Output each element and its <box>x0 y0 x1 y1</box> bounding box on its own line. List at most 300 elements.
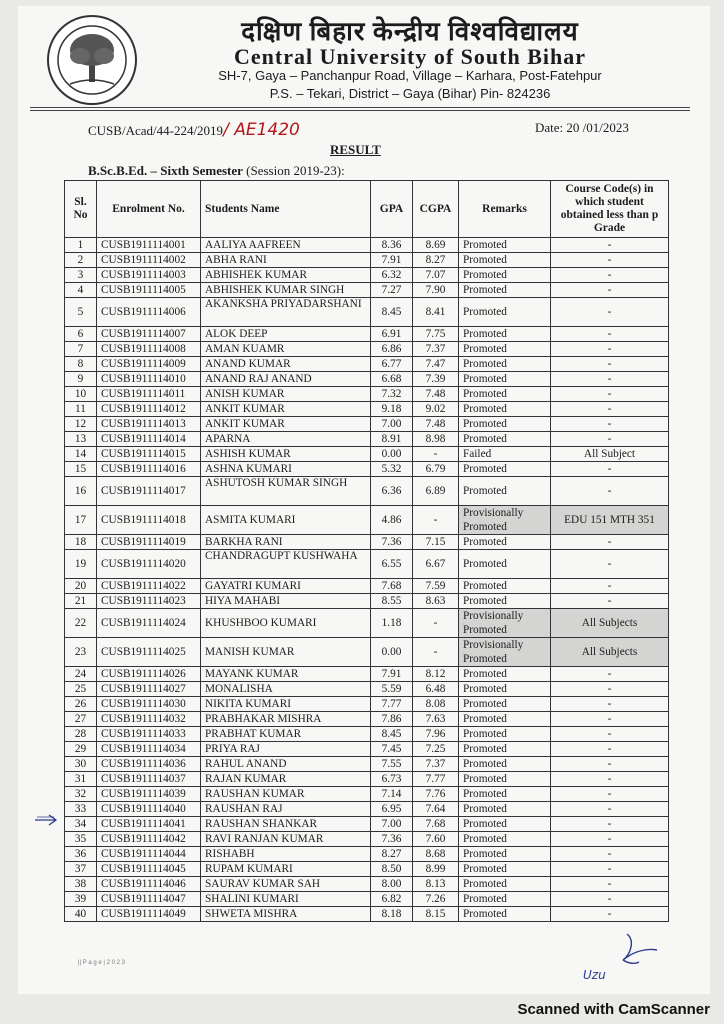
cell-gpa: 6.36 <box>371 477 413 506</box>
table-row <box>65 402 669 417</box>
cell-remarks: Promoted <box>459 579 551 594</box>
cell-remarks: Promoted <box>459 892 551 907</box>
table-row <box>65 447 669 462</box>
table-row <box>65 477 669 506</box>
cell-enrolment: CUSB1911114041 <box>97 817 201 832</box>
page-title: RESULT <box>330 142 381 157</box>
cell-slno: 31 <box>65 772 97 787</box>
cell-remarks: Promoted <box>459 535 551 550</box>
cell-gpa: 8.27 <box>371 847 413 862</box>
table-row <box>65 594 669 609</box>
cell-slno: 14 <box>65 447 97 462</box>
cell-cgpa: - <box>413 506 459 535</box>
cell-slno: 37 <box>65 862 97 877</box>
cell-slno: 4 <box>65 283 97 298</box>
cell-name: ANISH KUMAR <box>201 387 371 402</box>
cell-remarks: Promoted <box>459 727 551 742</box>
table-row <box>65 462 669 477</box>
cell-remarks: Promoted <box>459 594 551 609</box>
cell-cgpa: 7.37 <box>413 757 459 772</box>
cell-course-codes: - <box>551 402 669 417</box>
table-row <box>65 268 669 283</box>
cell-name: RAVI RANJAN KUMAR <box>201 832 371 847</box>
cell-enrolment: CUSB1911114006 <box>97 298 201 327</box>
table-row <box>65 372 669 387</box>
cell-cgpa: 7.64 <box>413 802 459 817</box>
cell-enrolment: CUSB1911114019 <box>97 535 201 550</box>
cell-course-codes: - <box>551 535 669 550</box>
cell-cgpa: 6.89 <box>413 477 459 506</box>
cell-gpa: 6.82 <box>371 892 413 907</box>
cell-cgpa: 8.99 <box>413 862 459 877</box>
cell-slno: 29 <box>65 742 97 757</box>
cell-enrolment: CUSB1911114032 <box>97 712 201 727</box>
cell-course-codes: - <box>551 877 669 892</box>
cell-remarks: Provisionally Promoted <box>459 609 551 638</box>
cell-gpa: 7.77 <box>371 697 413 712</box>
cell-name: AKANKSHA PRIYADARSHANI <box>201 298 371 327</box>
cell-slno: 24 <box>65 667 97 682</box>
cell-course-codes: - <box>551 417 669 432</box>
cell-gpa: 4.86 <box>371 506 413 535</box>
cell-name: PRIYA RAJ <box>201 742 371 757</box>
cell-cgpa: - <box>413 447 459 462</box>
cell-gpa: 1.18 <box>371 609 413 638</box>
cell-slno: 16 <box>65 477 97 506</box>
cell-cgpa: 7.63 <box>413 712 459 727</box>
table-row <box>65 817 669 832</box>
reference-number <box>88 120 300 140</box>
cell-cgpa: 8.15 <box>413 907 459 922</box>
cell-slno: 8 <box>65 357 97 372</box>
cell-cgpa: 8.68 <box>413 847 459 862</box>
cell-name: ANAND KUMAR <box>201 357 371 372</box>
cell-gpa: 6.32 <box>371 268 413 283</box>
table-row <box>65 892 669 907</box>
cell-remarks: Promoted <box>459 682 551 697</box>
cell-slno: 21 <box>65 594 97 609</box>
cell-cgpa: 7.68 <box>413 817 459 832</box>
cell-gpa: 6.91 <box>371 327 413 342</box>
table-row <box>65 907 669 922</box>
cell-slno: 39 <box>65 892 97 907</box>
cell-enrolment: CUSB1911114044 <box>97 847 201 862</box>
table-row <box>65 802 669 817</box>
cell-cgpa: 9.02 <box>413 402 459 417</box>
cell-course-codes: - <box>551 342 669 357</box>
cell-cgpa: 7.76 <box>413 787 459 802</box>
cell-name: ABHA RANI <box>201 253 371 268</box>
cell-slno: 17 <box>65 506 97 535</box>
cell-remarks: Promoted <box>459 817 551 832</box>
cell-gpa: 7.36 <box>371 832 413 847</box>
col-header-remarks: Remarks <box>459 181 551 238</box>
table-row <box>65 417 669 432</box>
table-row <box>65 638 669 667</box>
cell-course-codes: - <box>551 268 669 283</box>
table-row <box>65 238 669 253</box>
cell-gpa: 7.91 <box>371 667 413 682</box>
cell-cgpa: - <box>413 609 459 638</box>
cell-name: NIKITA KUMARI <box>201 697 371 712</box>
cell-slno: 15 <box>65 462 97 477</box>
cell-course-codes: EDU 151 MTH 351 <box>551 506 669 535</box>
cell-course-codes: - <box>551 667 669 682</box>
cell-course-codes: All Subjects <box>551 638 669 667</box>
cell-name: MONALISHA <box>201 682 371 697</box>
cell-course-codes: - <box>551 787 669 802</box>
table-row <box>65 772 669 787</box>
date-label: Date: <box>535 120 564 135</box>
cell-course-codes: - <box>551 892 669 907</box>
cell-remarks: Promoted <box>459 772 551 787</box>
col-header-cgpa: CGPA <box>413 181 459 238</box>
cell-slno: 28 <box>65 727 97 742</box>
cell-name: RAHUL ANAND <box>201 757 371 772</box>
table-row <box>65 342 669 357</box>
cell-name: HIYA MAHABI <box>201 594 371 609</box>
cell-cgpa: 7.39 <box>413 372 459 387</box>
cell-enrolment: CUSB1911114005 <box>97 283 201 298</box>
table-row <box>65 847 669 862</box>
hand-drawn-arrow-icon <box>34 813 60 827</box>
cell-remarks: Provisionally Promoted <box>459 638 551 667</box>
cell-slno: 13 <box>65 432 97 447</box>
cell-gpa: 6.73 <box>371 772 413 787</box>
cell-cgpa: 8.08 <box>413 697 459 712</box>
cell-gpa: 7.86 <box>371 712 413 727</box>
cell-name: ANKIT KUMAR <box>201 402 371 417</box>
col-header-slno: Sl. No <box>65 181 97 238</box>
program-name: B.Sc.B.Ed. – Sixth Semester <box>88 163 243 178</box>
cell-gpa: 0.00 <box>371 447 413 462</box>
cell-remarks: Promoted <box>459 342 551 357</box>
cell-slno: 3 <box>65 268 97 283</box>
cell-name: ALOK DEEP <box>201 327 371 342</box>
cell-enrolment: CUSB1911114049 <box>97 907 201 922</box>
cell-name: ASMITA KUMARI <box>201 506 371 535</box>
cell-name: GAYATRI KUMARI <box>201 579 371 594</box>
cell-enrolment: CUSB1911114011 <box>97 387 201 402</box>
cell-name: ASHUTOSH KUMAR SINGH <box>201 477 371 506</box>
table-row <box>65 327 669 342</box>
cell-cgpa: 8.98 <box>413 432 459 447</box>
cell-slno: 33 <box>65 802 97 817</box>
cell-enrolment: CUSB1911114010 <box>97 372 201 387</box>
cell-remarks: Promoted <box>459 832 551 847</box>
cell-slno: 22 <box>65 609 97 638</box>
cell-slno: 30 <box>65 757 97 772</box>
cell-remarks: Promoted <box>459 327 551 342</box>
cell-remarks: Promoted <box>459 372 551 387</box>
cell-enrolment: CUSB1911114036 <box>97 757 201 772</box>
cell-remarks: Promoted <box>459 477 551 506</box>
cell-gpa: 7.91 <box>371 253 413 268</box>
cell-enrolment: CUSB1911114013 <box>97 417 201 432</box>
cell-course-codes: - <box>551 817 669 832</box>
cell-remarks: Promoted <box>459 862 551 877</box>
cell-gpa: 6.55 <box>371 550 413 579</box>
cell-slno: 11 <box>65 402 97 417</box>
cell-remarks: Promoted <box>459 742 551 757</box>
cell-enrolment: CUSB1911114017 <box>97 477 201 506</box>
cell-cgpa: 7.90 <box>413 283 459 298</box>
cell-cgpa: 7.77 <box>413 772 459 787</box>
cell-gpa: 7.32 <box>371 387 413 402</box>
cell-course-codes: - <box>551 579 669 594</box>
reference-number-text: CUSB/Acad/44-224/2019 <box>88 123 224 138</box>
cell-name: RAJAN KUMAR <box>201 772 371 787</box>
cell-name: RUPAM KUMARI <box>201 862 371 877</box>
header-divider-2 <box>30 110 690 111</box>
cell-course-codes: - <box>551 387 669 402</box>
table-row <box>65 862 669 877</box>
table-row <box>65 357 669 372</box>
table-row <box>65 787 669 802</box>
cell-course-codes: - <box>551 238 669 253</box>
cell-remarks: Promoted <box>459 757 551 772</box>
cell-gpa: 7.27 <box>371 283 413 298</box>
university-emblem-icon <box>46 14 138 106</box>
cell-remarks: Failed <box>459 447 551 462</box>
cell-enrolment: CUSB1911114015 <box>97 447 201 462</box>
cell-remarks: Promoted <box>459 802 551 817</box>
cell-course-codes: - <box>551 907 669 922</box>
cell-cgpa: 8.63 <box>413 594 459 609</box>
cell-name: CHANDRAGUPT KUSHWAHA <box>201 550 371 579</box>
table-row <box>65 506 669 535</box>
cell-cgpa: 6.67 <box>413 550 459 579</box>
cell-name: MAYANK KUMAR <box>201 667 371 682</box>
table-row <box>65 550 669 579</box>
cell-name: ABHISHEK KUMAR SINGH <box>201 283 371 298</box>
cell-name: SHWETA MISHRA <box>201 907 371 922</box>
cell-gpa: 7.14 <box>371 787 413 802</box>
program-heading <box>88 163 345 179</box>
cell-cgpa: 7.25 <box>413 742 459 757</box>
cell-cgpa: 7.59 <box>413 579 459 594</box>
table-header-row <box>65 181 669 238</box>
cell-cgpa: 8.12 <box>413 667 459 682</box>
date-value: 20 /01/2023 <box>566 120 629 135</box>
cell-enrolment: CUSB1911114046 <box>97 877 201 892</box>
table-row <box>65 757 669 772</box>
cell-name: APARNA <box>201 432 371 447</box>
cell-slno: 25 <box>65 682 97 697</box>
issue-date <box>535 120 629 136</box>
cell-slno: 7 <box>65 342 97 357</box>
cell-cgpa: 7.96 <box>413 727 459 742</box>
cell-cgpa: 7.48 <box>413 387 459 402</box>
cell-course-codes: All Subject <box>551 447 669 462</box>
cell-enrolment: CUSB1911114008 <box>97 342 201 357</box>
cell-remarks: Promoted <box>459 907 551 922</box>
cell-course-codes: - <box>551 862 669 877</box>
cell-course-codes: - <box>551 432 669 447</box>
cell-remarks: Promoted <box>459 550 551 579</box>
cell-name: RAUSHAN RAJ <box>201 802 371 817</box>
cell-cgpa: 7.26 <box>413 892 459 907</box>
cell-cgpa: 8.13 <box>413 877 459 892</box>
cell-name: AALIYA AAFREEN <box>201 238 371 253</box>
cell-slno: 5 <box>65 298 97 327</box>
cell-course-codes: - <box>551 477 669 506</box>
cell-enrolment: CUSB1911114039 <box>97 787 201 802</box>
cell-remarks: Promoted <box>459 298 551 327</box>
cell-cgpa: 7.15 <box>413 535 459 550</box>
cell-slno: 20 <box>65 579 97 594</box>
cell-cgpa: 8.41 <box>413 298 459 327</box>
cell-course-codes: - <box>551 298 669 327</box>
cell-gpa: 6.68 <box>371 372 413 387</box>
cell-course-codes: - <box>551 772 669 787</box>
cell-cgpa: 6.79 <box>413 462 459 477</box>
cell-cgpa: 7.07 <box>413 268 459 283</box>
table-row <box>65 579 669 594</box>
cell-remarks: Promoted <box>459 462 551 477</box>
cell-slno: 32 <box>65 787 97 802</box>
cell-gpa: 0.00 <box>371 638 413 667</box>
cell-enrolment: CUSB1911114047 <box>97 892 201 907</box>
cell-cgpa: 8.69 <box>413 238 459 253</box>
cell-gpa: 8.55 <box>371 594 413 609</box>
cell-remarks: Promoted <box>459 417 551 432</box>
table-row <box>65 298 669 327</box>
cell-enrolment: CUSB1911114025 <box>97 638 201 667</box>
cell-enrolment: CUSB1911114007 <box>97 327 201 342</box>
cell-name: ABHISHEK KUMAR <box>201 268 371 283</box>
cell-cgpa: 6.48 <box>413 682 459 697</box>
cell-gpa: 7.00 <box>371 417 413 432</box>
table-row <box>65 387 669 402</box>
cell-slno: 27 <box>65 712 97 727</box>
cell-gpa: 7.45 <box>371 742 413 757</box>
cell-remarks: Promoted <box>459 432 551 447</box>
cell-remarks: Promoted <box>459 357 551 372</box>
cell-course-codes: - <box>551 682 669 697</box>
cell-remarks: Promoted <box>459 268 551 283</box>
cell-cgpa: 7.37 <box>413 342 459 357</box>
cell-course-codes: - <box>551 550 669 579</box>
cell-gpa: 7.55 <box>371 757 413 772</box>
cell-name: PRABHAKAR MISHRA <box>201 712 371 727</box>
cell-remarks: Promoted <box>459 402 551 417</box>
cell-course-codes: - <box>551 712 669 727</box>
cell-cgpa: 7.47 <box>413 357 459 372</box>
cell-enrolment: CUSB1911114037 <box>97 772 201 787</box>
header-divider <box>30 107 690 108</box>
table-row <box>65 727 669 742</box>
cell-remarks: Promoted <box>459 238 551 253</box>
cell-course-codes: - <box>551 697 669 712</box>
reference-handwritten: / AE1420 <box>223 120 300 140</box>
cell-course-codes: - <box>551 742 669 757</box>
cell-enrolment: CUSB1911114018 <box>97 506 201 535</box>
cell-gpa: 6.77 <box>371 357 413 372</box>
cell-name: RISHABH <box>201 847 371 862</box>
cell-enrolment: CUSB1911114026 <box>97 667 201 682</box>
table-row <box>65 667 669 682</box>
cell-course-codes: - <box>551 757 669 772</box>
cell-remarks: Promoted <box>459 283 551 298</box>
cell-gpa: 8.36 <box>371 238 413 253</box>
table-row <box>65 609 669 638</box>
program-session: (Session 2019-23): <box>242 163 345 178</box>
page-footer-mark: || P a g e | 2 0 2 3 <box>78 960 125 966</box>
cell-remarks: Promoted <box>459 697 551 712</box>
cell-course-codes: - <box>551 372 669 387</box>
cell-gpa: 5.59 <box>371 682 413 697</box>
cell-cgpa: 7.48 <box>413 417 459 432</box>
table-row <box>65 432 669 447</box>
cell-cgpa: 8.27 <box>413 253 459 268</box>
cell-name: BARKHA RANI <box>201 535 371 550</box>
cell-slno: 6 <box>65 327 97 342</box>
cell-course-codes: - <box>551 847 669 862</box>
cell-name: PRABHAT KUMAR <box>201 727 371 742</box>
cell-slno: 2 <box>65 253 97 268</box>
handwritten-initial: Uzu <box>583 968 606 982</box>
cell-name: MANISH KUMAR <box>201 638 371 667</box>
cell-remarks: Promoted <box>459 667 551 682</box>
cell-enrolment: CUSB1911114034 <box>97 742 201 757</box>
cell-gpa: 9.18 <box>371 402 413 417</box>
cell-slno: 18 <box>65 535 97 550</box>
cell-name: AMAN KUAMR <box>201 342 371 357</box>
cell-slno: 38 <box>65 877 97 892</box>
cell-gpa: 8.18 <box>371 907 413 922</box>
cell-name: SAURAV KUMAR SAH <box>201 877 371 892</box>
cell-gpa: 7.36 <box>371 535 413 550</box>
cell-slno: 40 <box>65 907 97 922</box>
cell-enrolment: CUSB1911114003 <box>97 268 201 283</box>
cell-gpa: 6.86 <box>371 342 413 357</box>
cell-course-codes: - <box>551 327 669 342</box>
table-row <box>65 283 669 298</box>
cell-gpa: 6.95 <box>371 802 413 817</box>
cell-remarks: Promoted <box>459 877 551 892</box>
cell-remarks: Provisionally Promoted <box>459 506 551 535</box>
cell-enrolment: CUSB1911114016 <box>97 462 201 477</box>
cell-name: ANAND RAJ ANAND <box>201 372 371 387</box>
cell-gpa: 8.91 <box>371 432 413 447</box>
address-line-1: SH-7, Gaya – Panchanpur Road, Village – Karhara, Post-Fatehpur <box>218 68 602 83</box>
cell-enrolment: CUSB1911114002 <box>97 253 201 268</box>
university-name-english: Central University of South Bihar <box>234 44 586 69</box>
cell-slno: 34 <box>65 817 97 832</box>
table-row <box>65 535 669 550</box>
cell-enrolment: CUSB1911114045 <box>97 862 201 877</box>
cell-enrolment: CUSB1911114020 <box>97 550 201 579</box>
cell-remarks: Promoted <box>459 253 551 268</box>
cell-name: SHALINI KUMARI <box>201 892 371 907</box>
cell-enrolment: CUSB1911114042 <box>97 832 201 847</box>
col-header-course-codes: Course Code(s) in which student obtained less than p Grade <box>551 181 669 238</box>
cell-enrolment: CUSB1911114030 <box>97 697 201 712</box>
cell-slno: 12 <box>65 417 97 432</box>
cell-gpa: 8.45 <box>371 727 413 742</box>
cell-course-codes: - <box>551 727 669 742</box>
cell-course-codes: - <box>551 357 669 372</box>
cell-enrolment: CUSB1911114022 <box>97 579 201 594</box>
cell-name: ASHISH KUMAR <box>201 447 371 462</box>
cell-gpa: 8.45 <box>371 298 413 327</box>
table-row <box>65 682 669 697</box>
col-header-gpa: GPA <box>371 181 413 238</box>
cell-slno: 9 <box>65 372 97 387</box>
cell-name: ASHNA KUMARI <box>201 462 371 477</box>
cell-enrolment: CUSB1911114012 <box>97 402 201 417</box>
